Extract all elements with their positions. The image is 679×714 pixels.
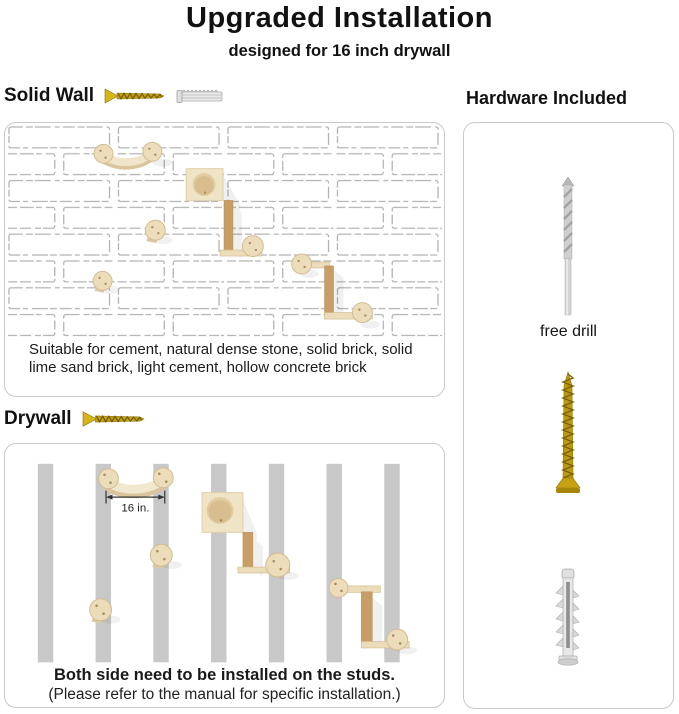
- dimension-label: 16 in.: [121, 502, 150, 515]
- solid-wall-heading-row: [4, 85, 226, 107]
- gold-screw-icon: [553, 370, 583, 496]
- drywall-heading: Drywall: [4, 408, 72, 429]
- brick-wall-pattern: [5, 123, 442, 338]
- page-title: Upgraded Installation: [186, 2, 493, 34]
- drywall-caption-bold: Both side need to be installed on the studs.: [53, 666, 396, 684]
- gold-screw-icon: [104, 88, 166, 104]
- gold-screw-icon: [82, 410, 146, 428]
- drill-bit-icon: [555, 176, 581, 318]
- solid-wall-heading: Solid Wall: [4, 85, 95, 106]
- drill-label: free drill: [540, 323, 597, 340]
- drywall-panel: [4, 443, 445, 708]
- solid-wall-panel: [4, 122, 445, 397]
- page-subtitle: designed for 16 inch drywall: [228, 42, 451, 60]
- hardware-heading: Hardware Included: [466, 88, 628, 108]
- hardware-panel: [463, 122, 674, 709]
- drywall-caption-note: (Please refer to the manual for specific installation.): [48, 686, 401, 703]
- drywall-heading-row: [4, 408, 146, 430]
- solid-wall-caption: Suitable for cement, natural dense stone, solid brick, solid lime sand brick, light cement, hollow concrete brick: [29, 341, 413, 376]
- drywall-caption: [5, 666, 444, 704]
- cat-bridge: [99, 468, 174, 492]
- wall-anchor-icon: [551, 568, 585, 666]
- wall-anchor-icon: [176, 88, 226, 104]
